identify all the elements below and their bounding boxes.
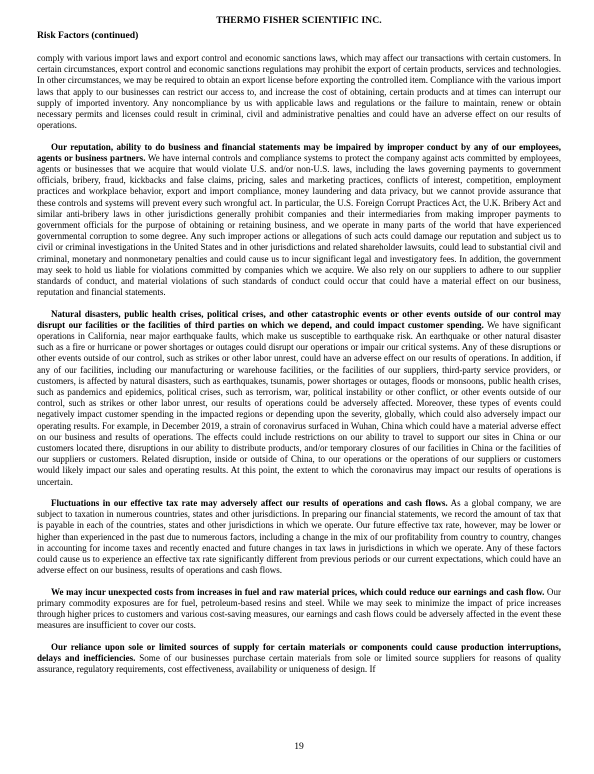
paragraph xyxy=(37,498,561,576)
paragraph-text: Our primary commodity exposures are for fuel, petroleum-based resins and steel. While we may seek to minimize the impact of price increases through higher prices to customers and various cost-saving measures, our earnings and cash flows could be adversely affected in the event these measures are insufficient to cover our costs. xyxy=(37,586,561,631)
paragraph xyxy=(37,309,561,488)
section-title: Risk Factors (continued) xyxy=(37,30,139,41)
paragraph-heading: Our reputation, ability to do business and financial statements may be impaired by improper conduct by any of our employees, agents or business partners. xyxy=(37,141,561,163)
paragraph-text: We have significant operations in California, near major earthquake faults, which make us susceptible to earthquake risk. An earthquake or other natural disaster such as a fire or hurricane or power shortages or outages could disrupt our operations or impair our critical systems. Any of these disruptions or other events outside of our control, such as strikes or other labor unrest, could have an adverse effect on our results of operations. In addition, if any of our facilities, including our manufacturing or warehouse facilities, or the facilities of our suppliers, third-party service providers, or customers, is affected by natural disasters, such as earthquakes, tsunamis, power shortages or outages, floods or monsoons, public health crises, such as pandemics and epidemics, political crises, such as terrorism, war, political instability or other conflict, or other events outside of our control, such as strikes or other labor unrest, our results of operations could be adversely affected. Moreover, these types of events could negatively impact customer spending in the impacted regions or depending upon the severity, globally, which could also adversely impact our operating results. For example, in December 2019, a strain of coronavirus surfaced in Wuhan, China which could have a material adverse effect on our business and results of operations. The effects could include restrictions on our ability to travel to support our sites in China or our customers located there, disruptions in our ability to distribute products, and/or temporary closures of our facilities in China or the facilities of our suppliers or customers. Related disruption, inside or outside of China, to our operations or the operations of our suppliers or customers would likely impact our sales and operating results. At this point, the extent to which the coronavirus may impact our results of operations is uncertain. xyxy=(37,319,562,487)
paragraph-heading: Natural disasters, public health crises, political crises, and other catastrophic events or other events outside of our control may disrupt our facilities or the facilities of third parties on which we depend, and could impact customer spending. xyxy=(37,308,561,330)
paragraph xyxy=(37,587,561,632)
paragraph xyxy=(37,142,561,299)
page-number: 19 xyxy=(294,741,304,752)
paragraph-text: Some of our businesses purchase certain materials from sole or limited source suppliers for reasons of quality assurance, regulatory requirements, cost effectiveness, availability or uniqueness of design. If xyxy=(37,652,561,675)
paragraph-heading: Fluctuations in our effective tax rate may adversely affect our results of operations and cash flows. xyxy=(51,498,448,509)
paragraph-heading: We may incur unexpected costs from increases in fuel and raw material prices, which could reduce our earnings and cash flow. xyxy=(51,586,545,597)
paragraph xyxy=(37,642,561,676)
paragraph-text: comply with various import laws and export control and economic sanctions laws, which may affect our transactions with certain customers. In certain circumstances, export control and economic sanctions regulations may prohibit the export of certain products, services and technologies. In other circumstances, we may be required to obtain an export license before exporting the controlled item. Compliance with the various import laws that apply to our businesses can restrict our access to, and increase the cost of obtaining, certain products and at times can interrupt our supply of imported inventory. Any noncompliance by us with applicable laws and regulations or the failure to maintain, renew or obtain necessary permits and licenses could result in criminal, civil and administrative penalties and could have an adverse effect on our results of operations. xyxy=(37,53,561,131)
paragraph-heading: Our reliance upon sole or limited sources of supply for certain materials or components could cause production interruptions, delays and inefficiencies. xyxy=(37,641,561,663)
paragraph xyxy=(37,53,561,131)
paragraph-text: We have internal controls and compliance systems to protect the company against acts committed by employees, agents or businesses that we acquire that would violate U.S. and/or non-U.S. laws, including the laws governing payments to government officials, bribery, fraud, kickbacks and false claims, pricing, sales and marketing practices, conflicts of interest, competition, employment practices and workplace behavior, export and import compliance, money laundering and data privacy, but we cannot provide assurance that these controls and systems will prevent every such wrongful act. In particular, the U.S. Foreign Corrupt Practices Act, the U.K. Bribery Act and similar anti-bribery laws in other jurisdictions generally prohibit companies and their intermediaries from making improper payments to government officials for the purpose of obtaining or retaining business, and we operate in many parts of the world that have experienced governmental corruption to some degree. Any such improper actions or allegations of such acts could damage our reputation and subject us to civil or criminal investigations in the United States and in other jurisdictions and related shareholder lawsuits, could lead to substantial civil and criminal, monetary and nonmonetary penalties and could cause us to incur significant legal and investigatory fees. In addition, the government may seek to hold us liable for violations committed by companies which we acquire. We also rely on our suppliers to adhere to our supplier standards of conduct, and material violations of such standards of conduct could occur that could have a material effect on our business, reputation and financial statements. xyxy=(37,152,561,298)
document-body xyxy=(37,53,561,685)
company-name: THERMO FISHER SCIENTIFIC INC. xyxy=(216,15,382,26)
paragraph-text: As a global company, we are subject to taxation in numerous countries, states and other jurisdictions. In preparing our financial statements, we record the amount of tax that is payable in each of the countries, states and other jurisdictions in which we operate. Our future effective tax rate, however, may be lower or higher than experienced in the past due to numerous factors, including a change in the mix of our profitability from country to country, changes in accounting for income taxes and recently enacted and future changes in tax laws in jurisdictions in which we operate. Any of these factors could cause us to experience an effective tax rate significantly different from previous periods or our current expectations, which could have an adverse effect on our business, results of operations and cash flows. xyxy=(37,498,561,576)
